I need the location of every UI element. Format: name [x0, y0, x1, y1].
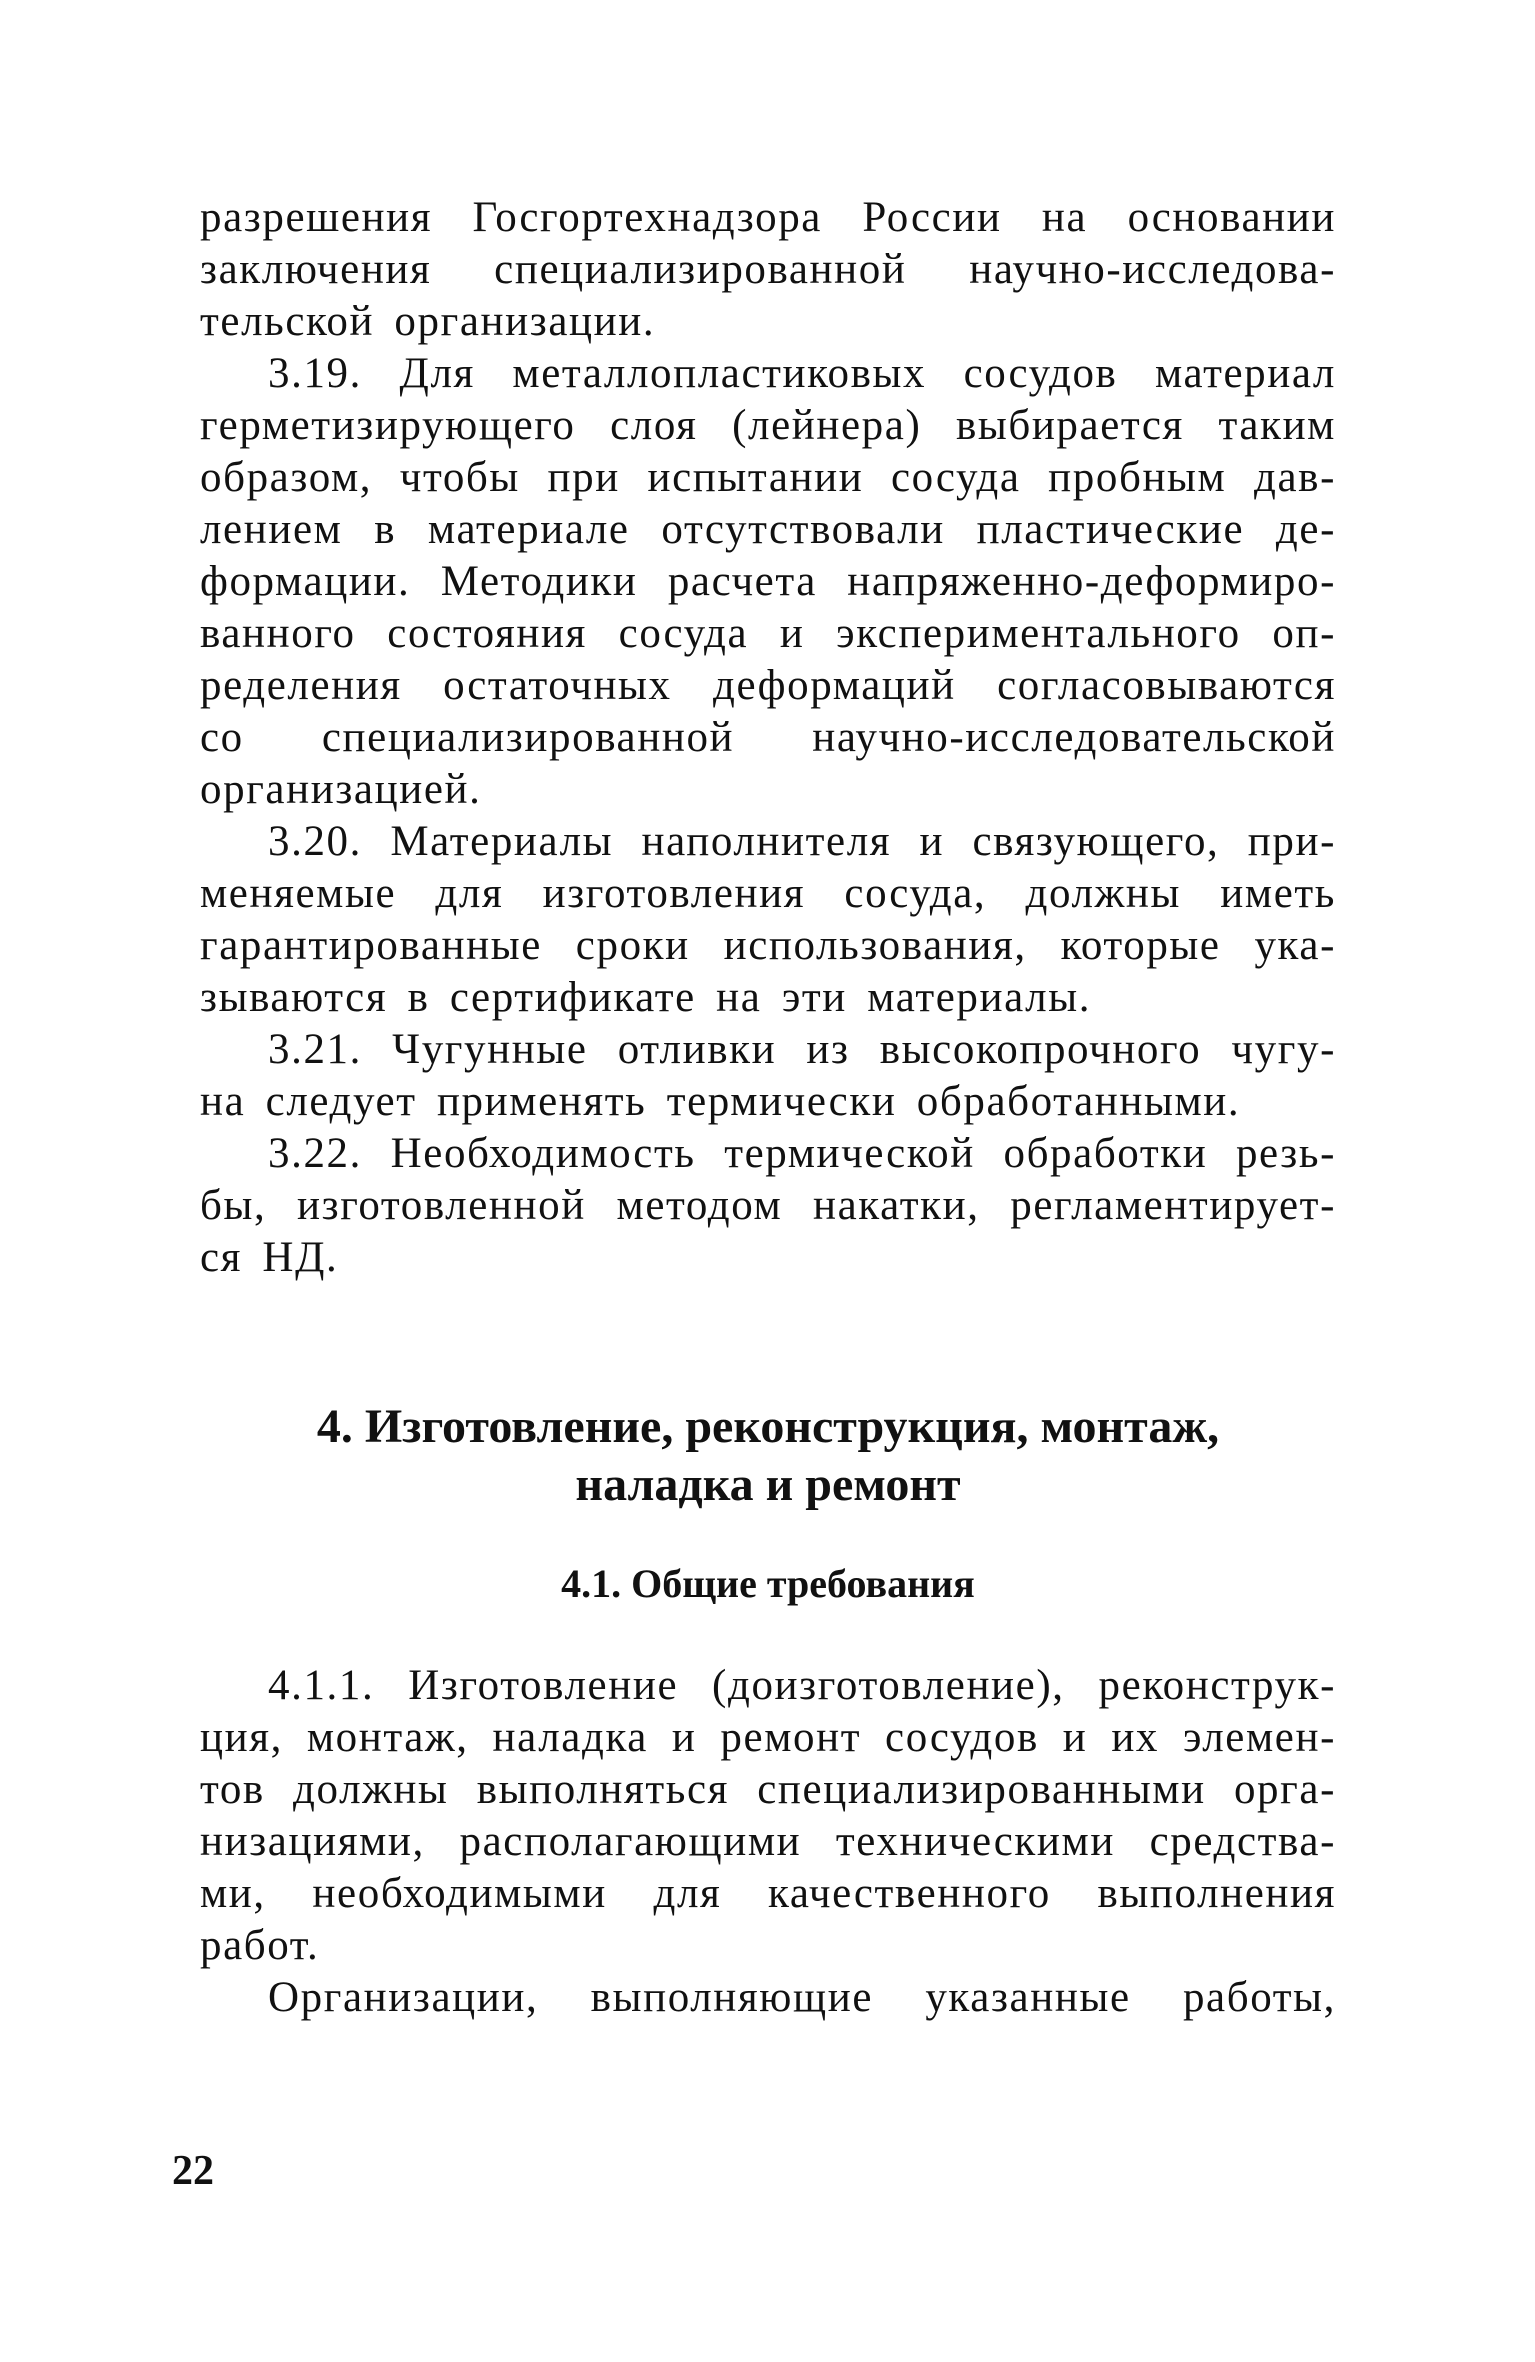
paragraph-intro [200, 192, 1336, 348]
text-line: зываются в сертификате на эти материалы. [200, 974, 1092, 1021]
text-line: формации. Методики расчета напряженно-деформиро- [200, 558, 1336, 605]
text-line: бы, изготовленной методом накатки, регламентирует- [200, 1182, 1336, 1229]
text-line: ся НД. [200, 1234, 339, 1281]
text-line: 3.20. Материалы наполнителя и связующего, при- [268, 818, 1336, 865]
text-line: низациями, располагающими техническими средства- [200, 1818, 1336, 1865]
text-line: меняемые для изготовления сосуда, должны иметь [200, 870, 1336, 917]
text-line: герметизирующего слоя (лейнера) выбирается таким [200, 402, 1336, 449]
text-line: ванного состояния сосуда и экспериментального оп- [200, 610, 1336, 657]
text-line: ределения остаточных деформаций согласовываются [200, 662, 1336, 709]
text-line: ция, монтаж, наладка и ремонт сосудов и их элемен- [200, 1714, 1336, 1761]
text-line: образом, чтобы при испытании сосуда пробным дав- [200, 454, 1336, 501]
subsection-heading: 4.1. Общие требования [561, 1561, 975, 1606]
section-heading-line: наладка и ремонт [575, 1458, 961, 1511]
section-heading-line: 4. Изготовление, реконструкция, монтаж, [316, 1400, 1220, 1453]
page-body [200, 192, 1336, 2024]
text-line: работ. [200, 1922, 320, 1969]
text-line: ми, необходимыми для качественного выполнения [200, 1870, 1336, 1917]
text-line: заключения специализированной научно-исследова- [200, 246, 1336, 293]
text-line: на следует применять термически обработанными. [200, 1078, 1241, 1125]
text-line: 4.1.1. Изготовление (доизготовление), реконструк- [268, 1662, 1336, 1709]
paragraph-3-22 [200, 1128, 1336, 1284]
text-line: организацией. [200, 766, 482, 813]
text-line: тельской организации. [200, 298, 656, 345]
section-heading [200, 1398, 1336, 1514]
paragraph-4-1-1 [200, 1660, 1336, 1972]
paragraph-organizations [200, 1972, 1336, 2024]
text-line: со специализированной научно-исследовательской [200, 714, 1336, 761]
text-line: разрешения Госгортехнадзора России на основании [200, 194, 1336, 241]
paragraph-3-20 [200, 816, 1336, 1024]
text-line: лением в материале отсутствовали пластические де- [200, 506, 1336, 553]
text-line: тов должны выполняться специализированными орга- [200, 1766, 1336, 1813]
text-line: Организации, выполняющие указанные работы, [268, 1974, 1336, 2021]
text-line: гарантированные сроки использования, которые ука- [200, 922, 1336, 969]
spacer [200, 1610, 1336, 1660]
paragraph-3-19 [200, 348, 1336, 816]
text-line: 3.22. Необходимость термической обработки резь- [268, 1130, 1336, 1177]
text-line: 3.19. Для металлопластиковых сосудов материал [268, 350, 1336, 397]
page-number: 22 [172, 2148, 214, 2194]
paragraph-3-21 [200, 1024, 1336, 1128]
text-line: 3.21. Чугунные отливки из высокопрочного чугу- [268, 1026, 1336, 1073]
